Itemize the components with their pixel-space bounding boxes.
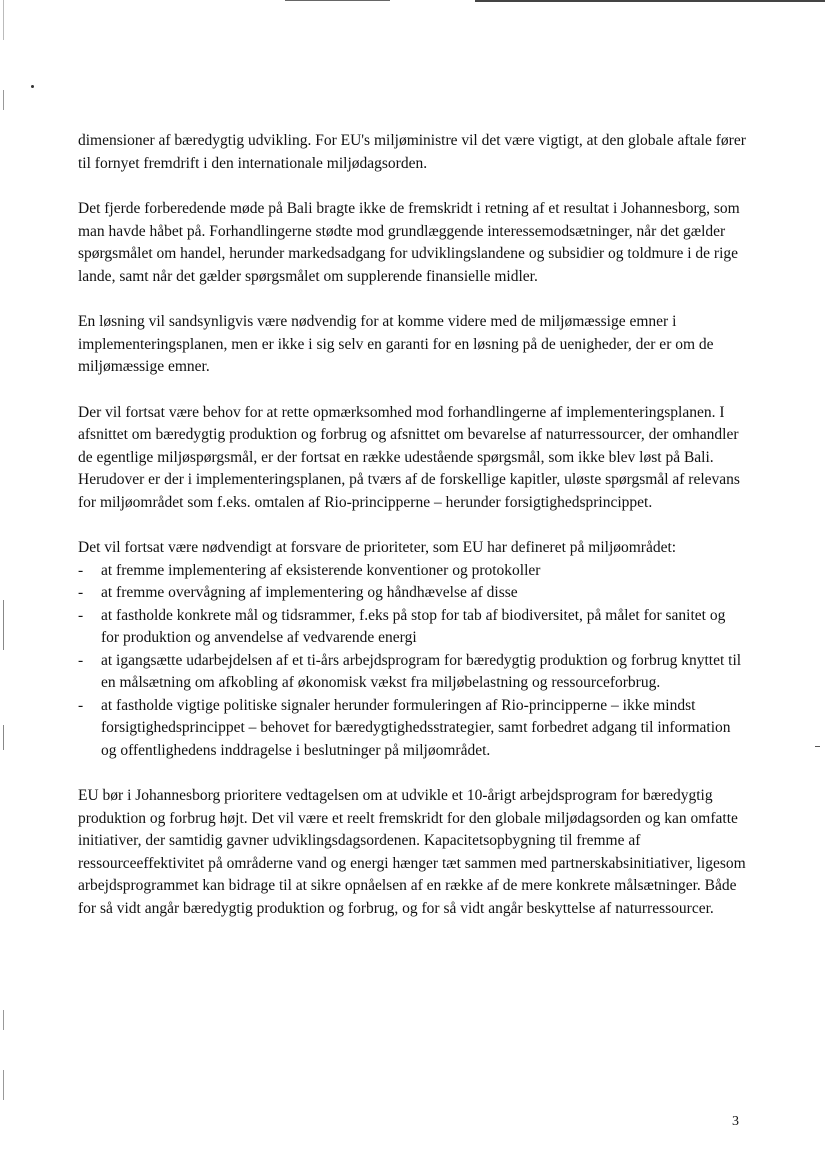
scan-top-line [285, 0, 825, 2]
priority-list [78, 560, 746, 763]
list-item-text: at fremme implementering af eksisterende konventioner og protokoller [101, 561, 541, 579]
bullet-dash: - [78, 696, 84, 714]
list-item [78, 695, 746, 763]
list-item-text: at fastholde vigtige politiske signaler herunder formuleringen af Rio-principperne – ikke mindst forsigtighedsprincippet – behovet for bæredygtighedsstrategier, samt forbedret adgang til information og offentlighedens inddragelse i beslutninger på miljøområdet. [101, 696, 731, 759]
bullet-dash: - [78, 561, 84, 579]
list-item-text: at fremme overvågning af implementering og håndhævelse af disse [101, 584, 518, 601]
list-item [78, 560, 746, 583]
list-item-text: at fastholde konkrete mål og tidsrammer, f.eks på stop for tab af biodiversitet, på målet for sanitet og for produktion og anvendelse af vedvarende energi [101, 606, 726, 646]
scan-mark [815, 746, 820, 747]
paragraph-3: En løsning vil sandsynligvis være nødvendig for at komme videre med de miljømæssige emner i implementeringsplanen, men er ikke i sig selv en garanti for en løsning på de uenigheder, der er om de miljømæssige emner. [78, 313, 714, 375]
paragraph-2: Det fjerde forberedende møde på Bali bragte ikke de fremskridt i retning af et resultat i Johannesborg, som man havde håbet på. Forhandlingerne stødte mod grundlæggende interessemodsætninger, når det gælder spørgsmålet om handel, herunder markedsadgang for udviklingslandene og subsidier og toldmure i de rige lande, samt når det gælder spørgsmålet om supplerende finansielle midler. [78, 200, 740, 285]
paragraph-closing: EU bør i Johannesborg prioritere vedtagelsen om at udvikle et 10-årigt arbejdsprogram for bæredygtig produktion og forbrug højt. Det vil være et reelt fremskridt for den globale miljødagsorden og kan omfatte initiativer, der samtidig gavner udviklingsdagsordenen. Kapacitetsopbygning til fremme af ressourceeffektivitet på områderne vand og energi hænger tæt sammen med partnerskabsinitiativer, ligesom arbejdsprogrammet kan bidrage til at sikre opnåelsen af en række af de mere konkrete målsætninger. Både for så vidt angår bæredygtig produktion og forbrug, og for så vidt angår beskyttelse af naturressourcer. [78, 787, 746, 917]
list-item-text: at igangsætte udarbejdelsen af et ti-års arbejdsprogram for bæredygtig produktion og forbrug knyttet til en målsætning om afkobling af økonomisk vækst fra miljøbelastning og ressourceforbrug. [101, 651, 742, 691]
page-number: 3 [732, 1114, 739, 1129]
paragraph-1: dimensioner af bæredygtig udvikling. For EU's miljøministre vil det være vigtigt, at den globale aftale fører til fornyet fremdrift i den internationale miljødagsorden. [78, 132, 746, 172]
document-body [78, 130, 746, 920]
list-item [78, 650, 746, 695]
paragraph-5: Det vil fortsat være nødvendigt at forsvare de prioriteter, som EU har defineret på miljøområdet: [78, 539, 677, 556]
scan-speck [31, 85, 34, 88]
list-item [78, 605, 746, 650]
bullet-dash: - [78, 584, 84, 601]
bullet-dash: - [78, 651, 84, 669]
scan-edge-left [3, 0, 4, 1163]
bullet-dash: - [78, 606, 84, 624]
paragraph-4: Der vil fortsat være behov for at rette opmærksomhed mod forhandlingerne af implementeringsplanen. I afsnittet om bæredygtig produktion og forbrug og afsnittet om bevarelse af naturressourcer, der omhandler de egentlige miljøspørgsmål, er der fortsat en række udestående spørgsmål, som ikke blev løst på Bali. Herudover er der i implementeringsplanen, på tværs af de forskellige kapitler, uløste spørgsmål af relevans for miljøområdet som f.eks. omtalen af Rio-principperne – herunder forsigtighedsprincippet. [78, 403, 740, 511]
list-item [78, 582, 746, 605]
